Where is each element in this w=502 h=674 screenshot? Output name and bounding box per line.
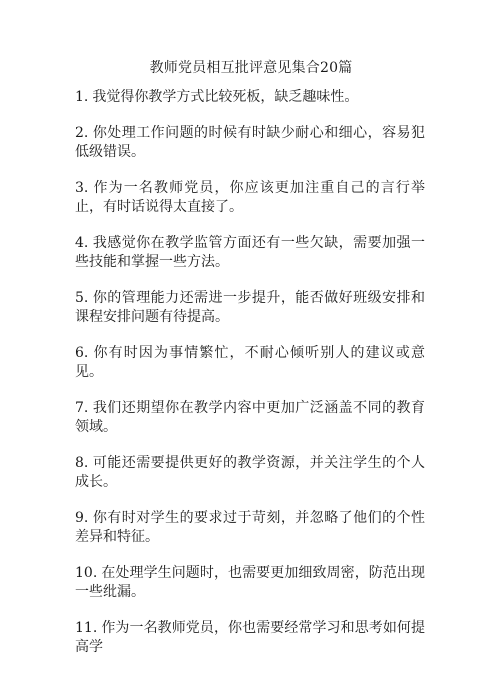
list-item: [75, 564, 425, 602]
item-text: 你有时因为事情繁忙，不耐心倾听别人的建议或意见。: [75, 345, 425, 380]
item-text: 你处理工作问题的时候有时缺少耐心和细心，容易犯低级错误。: [75, 125, 425, 160]
item-number: 6.: [75, 345, 89, 361]
document-title: 教师党员相互批评意见集合20篇: [149, 60, 353, 76]
list-item: [75, 454, 425, 492]
item-number: 2.: [75, 125, 89, 141]
item-text: 你的管理能力还需进一步提升，能否做好班级安排和课程安排问题有待提高。: [75, 290, 425, 325]
item-number: 11.: [75, 620, 98, 636]
list-item: [75, 619, 425, 657]
item-text: 在处理学生问题时，也需要更加细致周密，防范出现一些纰漏。: [75, 565, 425, 600]
item-text: 作为一名教师党员，你也需要经常学习和思考如何提高学: [75, 620, 425, 655]
list-item: [75, 509, 425, 547]
item-number: 3.: [75, 180, 89, 196]
item-number: 5.: [75, 290, 89, 306]
item-number: 4.: [75, 235, 89, 251]
item-number: 7.: [75, 400, 89, 416]
item-number: 10.: [75, 565, 98, 581]
list-item: [75, 289, 425, 327]
item-text: 我们还期望你在教学内容中更加广泛涵盖不同的教育领域。: [75, 400, 425, 435]
list-item: [75, 124, 425, 162]
list-item: [75, 179, 425, 217]
item-text: 作为一名教师党员，你应该更加注重自己的言行举止，有时话说得太直接了。: [75, 180, 425, 215]
criticism-list: [75, 88, 425, 674]
list-item: [75, 399, 425, 437]
list-item: [75, 234, 425, 272]
list-item: [75, 344, 425, 382]
item-text: 你有时对学生的要求过于苛刻，并忽略了他们的个性差异和特征。: [75, 510, 425, 545]
list-item: [75, 88, 425, 107]
item-text: 我觉得你教学方式比较死板，缺乏趣味性。: [92, 89, 359, 105]
item-number: 9.: [75, 510, 89, 526]
item-number: 8.: [75, 455, 89, 471]
item-text: 我感觉你在教学监管方面还有一些欠缺，需要加强一些技能和掌握一些方法。: [75, 235, 425, 270]
item-number: 1.: [75, 89, 89, 105]
item-text: 可能还需要提供更好的教学资源，并关注学生的个人成长。: [75, 455, 425, 490]
